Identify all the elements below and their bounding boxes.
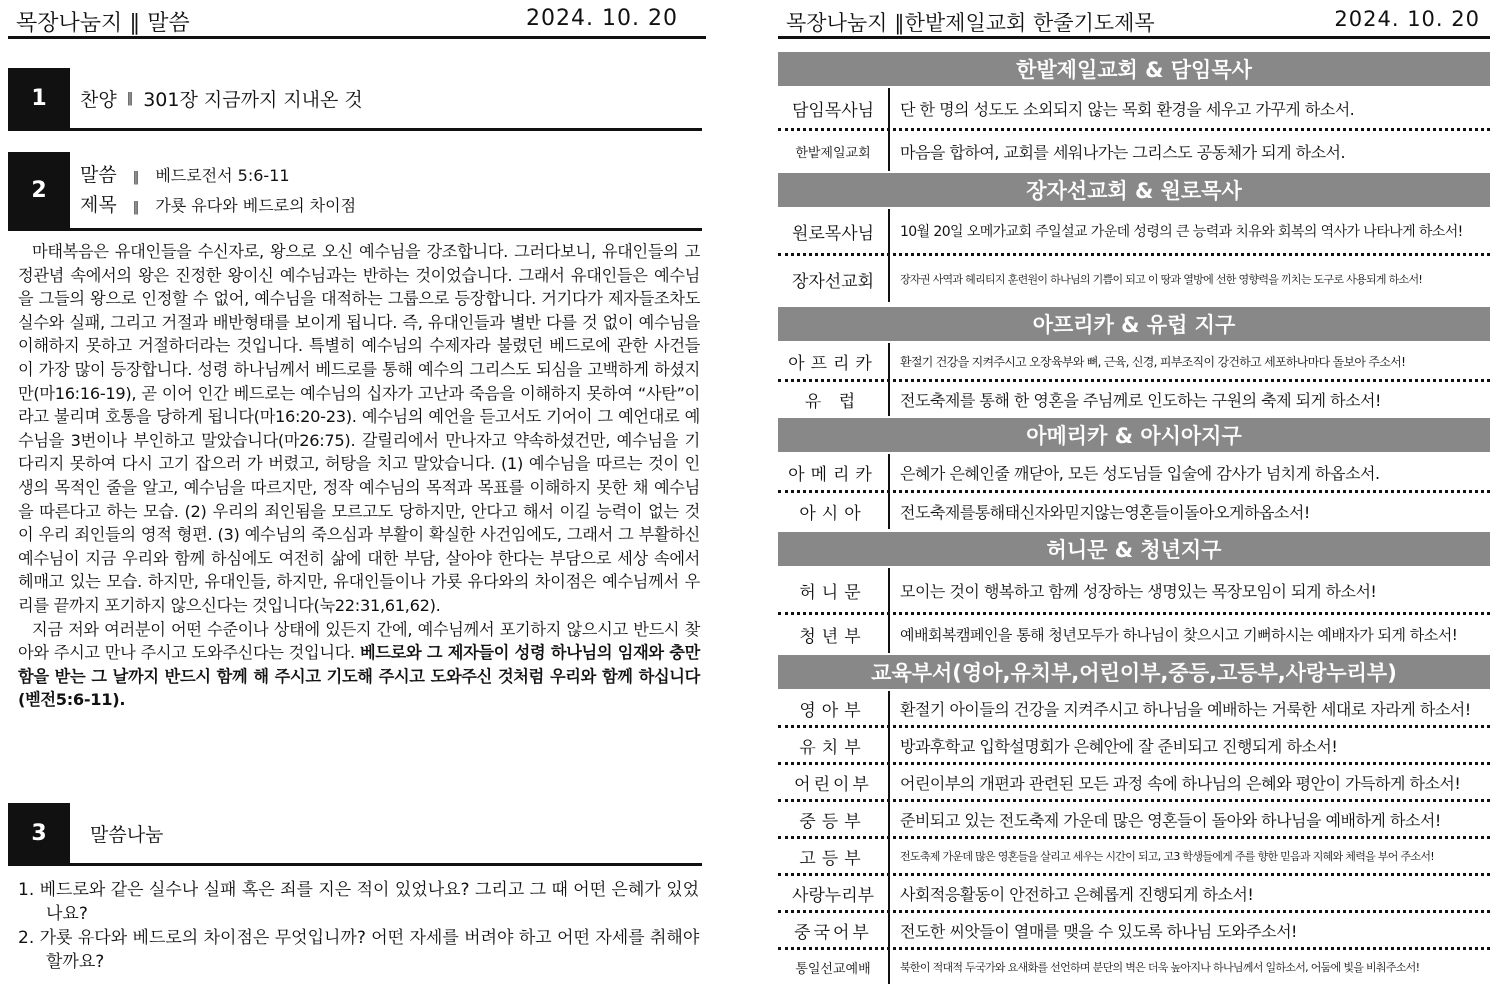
- prayer-row: [778, 728, 1490, 765]
- question-item: 2. 가룟 유다와 베드로의 차이점은 무엇입니까? 어떤 자세를 버려야 하고 어떤 자세를 취해야 할까요?: [18, 928, 700, 972]
- group-title: 아프리카 & 유럽 지구: [778, 307, 1490, 341]
- left-header-title: 목장나눔지 ∥ 말씀: [16, 11, 190, 36]
- prayer-text: 마음을 합하여, 교회를 세워나가는 그리스도 공동체가 되게 하소서.: [900, 142, 1346, 162]
- section-number: 3: [8, 803, 70, 863]
- right-header-title: 목장나눔지 ∥한밭제일교회 한줄기도제목: [786, 11, 1155, 35]
- prayer-target: 통일선교예배: [778, 950, 890, 984]
- group-title: 허니문 & 청년지구: [778, 532, 1490, 566]
- separator: ‖: [132, 200, 140, 215]
- group-title: 아메리카 & 아시아지구: [778, 418, 1490, 452]
- prayer-text: 북한이 적대적 두국가와 요새화를 선언하며 분단의 벽은 더욱 높아지나 하나님께서 일하소서, 어둠에 빛을 비춰주소서!: [900, 961, 1420, 974]
- separator: ‖: [132, 170, 140, 185]
- prayer-text: 예배회복캠페인을 통해 청년모두가 하나님이 찾으시고 기뻐하시는 예배자가 되게 하소서!: [900, 625, 1458, 644]
- separator: ‖: [126, 90, 134, 106]
- prayer-row: [778, 88, 1490, 131]
- section-sharing: [8, 803, 702, 866]
- prayer-target: 중등부: [778, 802, 890, 836]
- prayer-target: 어린이부: [778, 765, 890, 799]
- left-header-date: 2024. 10. 20: [526, 6, 678, 31]
- prayer-row: [778, 382, 1490, 416]
- prayer-page: [778, 0, 1490, 995]
- prayer-target: 중국어부: [778, 913, 890, 947]
- prayer-row: [778, 913, 1490, 950]
- prayer-row: [778, 950, 1490, 984]
- section-number: 1: [8, 68, 70, 128]
- prayer-row: [778, 765, 1490, 802]
- prayer-text: 10월 20일 오메가교회 주일설교 가운데 성령의 큰 능력과 치유와 회복의 역사가 나타나게 하소서!: [900, 224, 1463, 240]
- prayer-target: 원로목사님: [778, 209, 890, 253]
- prayer-row: [778, 209, 1490, 256]
- prayer-target: 담임목사님: [778, 88, 890, 128]
- prayer-target: 영아부: [778, 691, 890, 725]
- prayer-target: 아시아: [778, 493, 890, 529]
- prayer-text: 장자권 사역과 헤리티지 훈련원이 하나님의 기쁨이 되고 이 땅과 열방에 선한 영향력을 끼치는 도구로 사용되게 하소서!: [900, 273, 1423, 286]
- prayer-row: [778, 691, 1490, 728]
- sermon-page: [8, 0, 706, 995]
- prayer-row: [778, 568, 1490, 615]
- sermon-title: 가룟 유다와 베드로의 차이점: [155, 196, 357, 215]
- prayer-text: 전도한 씨앗들이 열매를 맺을 수 있도록 하나님 도와주소서!: [900, 921, 1297, 941]
- prayer-text: 환절기 건강을 지켜주시고 오장육부와 뼈, 근육, 신경, 피부조직이 강건하고 세포하나마다 돌보아 주소서!: [900, 354, 1406, 369]
- prayer-target: 한밭제일교회: [778, 131, 890, 171]
- prayer-row: [778, 839, 1490, 876]
- prayer-target: 유 럽: [778, 382, 890, 416]
- sermon-paragraph: 마태복음은 유대인들을 수신자로, 왕으로 오신 예수님을 강조합니다. 그러다보니, 유대인들의 고정관념 속에서의 왕은 진정한 왕이신 예수님과는 반하는 것이었습니다. 그래서 유대인들은 예수님을 그들의 왕으로 인정할 수 없어, 예수님을 대적하는 그룹으로 등장합니다. 거기다가 제자들조차도 실수와 실패, 그리고 거절과 배반형태를 보이게 됩니다. 즉, 유대인들과 별반 다를 것 없이 예수님을 이해하지 못하고 거절하더라는 것입니다. 특별히 예수님의 수제자라 불렸던 베드로에 관한 사건들이 가장 많이 등장합니다. 성령 하나님께서 베드로를 통해 예수의 그리스도 되심을 고백하게 하셨지만(마16:16-19), 곧 이어 인간 베드로는 예수님의 십자가 고난과 죽음을 이해하지 못하여 “사탄”이라고 불리며 호통을 당하게 됩니다(마16:20-23). 예수님의 예언을 듣고서도 기어이 그 예언대로 예수님을 3번이나 부인하고 말았습니다(마26:75). 갈릴리에서 만나자고 약속하셨건만, 예수님을 기다리지 못하여 다시 고기 잡으러 가 버렸고, 허탕을 치고 말았습니다. (1) 예수님을 따르는 것이 인생의 목적인 줄을 알고, 예수님을 따르지만, 정작 예수님의 목적과 목표를 이해하지 못한 채 예수님을 따른다고 하는 모습. (2) 우리의 죄인됨을 모르고도 당하지만, 안다고 해서 이길 능력이 없는 것이 우리 죄인들의 영적 형편. (3) 예수님의 죽으심과 부활이 확실한 사건임에도, 그래서 그 부활하신 예수님이 지금 우리와 함께 하심에도 여전히 삶에 대한 부담, 살아야 한다는 부담으로 세상 속에서 헤매고 있는 모습. 하지만, 유대인들, 하지만, 유대인들이나 가룟 유다와의 차이점은 예수님께서 우리를 끝까지 포기하지 않으신다는 것입니다(눅22:31,61,62).: [18, 242, 700, 615]
- scripture-ref: 베드로전서 5:6-11: [155, 166, 290, 185]
- left-header: [8, 4, 706, 39]
- right-header: [778, 4, 1490, 39]
- question-item: 1. 베드로와 같은 실수나 실패 혹은 죄를 지은 적이 있었나요? 그리고 그 때 어떤 은혜가 있었나요?: [18, 880, 700, 924]
- sermon-bold-text: 베드로와 그 제자들이 성령 하나님의 임재와 충만함을 받는 그 날까지 반드시 함께 해 주시고 기도해 주시고 도와주신 것처럼 우리와 함께 하십니다(벧전5:6-11).: [18, 643, 700, 710]
- prayer-row: [778, 615, 1490, 653]
- hymn-text: 301장 지금까지 지내온 것: [143, 88, 363, 111]
- prayer-target: 고등부: [778, 839, 890, 873]
- prayer-text: 준비되고 있는 전도축제 가운데 많은 영혼들이 돌아와 하나님을 예배하게 하소서!: [900, 810, 1441, 830]
- prayer-row: [778, 802, 1490, 839]
- section-word: [8, 152, 702, 231]
- prayer-target: 유치부: [778, 728, 890, 762]
- prayer-text: 전도축제를통해태신자와믿지않는영혼들이돌아오게하옵소서!: [900, 502, 1310, 522]
- prayer-target: 아프리카: [778, 343, 890, 379]
- prayer-row: [778, 343, 1490, 382]
- sharing-label: 말씀나눔: [90, 823, 164, 846]
- group-title: 교육부서(영아,유치부,어린이부,중등,고등부,사랑누리부): [778, 655, 1490, 689]
- section-hymn: [8, 68, 702, 131]
- prayer-text: 은혜가 은혜인줄 깨닫아, 모든 성도님들 입술에 감사가 넘치게 하옵소서.: [900, 463, 1380, 483]
- sermon-body: [18, 240, 700, 712]
- prayer-row: [778, 256, 1490, 302]
- prayer-row: [778, 493, 1490, 529]
- prayer-text: 사회적응활동이 안전하고 은혜롭게 진행되게 하소서!: [900, 884, 1254, 904]
- prayer-row: [778, 454, 1490, 493]
- prayer-text: 환절기 아이들의 건강을 지켜주시고 하나님을 예배하는 거룩한 세대로 자라게 하소서!: [900, 699, 1471, 719]
- prayer-text: 전도축제 가운데 많은 영혼들을 살리고 세우는 시간이 되고, 고3 학생들에게 주를 향한 믿음과 지혜와 체력을 부어 주소서!: [900, 850, 1434, 863]
- prayer-row: [778, 131, 1490, 171]
- word-label: 말씀: [80, 164, 117, 186]
- prayer-text: 어린이부의 개편과 관련된 모든 과정 속에 하나님의 은혜와 평안이 가득하게 하소서!: [900, 773, 1461, 793]
- prayer-text: 모이는 것이 행복하고 함께 성장하는 생명있는 목장모임이 되게 하소서!: [900, 581, 1377, 601]
- group-title: 한밭제일교회 & 담임목사: [778, 52, 1490, 86]
- section-number: 2: [8, 152, 70, 228]
- sermon-paragraph: 지금 저와 여러분이 어떤 수준이나 상태에 있든지 간에, 예수님께서 포기하지 않으시고 반드시 찾아와 주시고 만나 주시고 도와주신다는 것입니다. 베드로와 그 제자들이 성령 하나님의 임재와 충만함을 받는 그 날까지 반드시 함께 해 주시고 기도해 주시고 도와주신 것처럼 우리와 함께 하십니다(벧전5:6-11).: [18, 619, 700, 710]
- prayer-target: 사랑누리부: [778, 876, 890, 910]
- group-title: 장자선교회 & 원로목사: [778, 173, 1490, 207]
- right-header-date: 2024. 10. 20: [1334, 7, 1480, 31]
- question-list: [18, 878, 702, 974]
- prayer-target: 아메리카: [778, 454, 890, 490]
- prayer-text: 전도축제를 통해 한 영혼을 주님께로 인도하는 구원의 축제 되게 하소서!: [900, 390, 1381, 410]
- hymn-label: 찬양: [80, 88, 117, 111]
- prayer-text: 방과후학교 입학설명회가 은혜안에 잘 준비되고 진행되게 하소서!: [900, 736, 1338, 756]
- prayer-row: [778, 876, 1490, 913]
- prayer-text: 단 한 명의 성도도 소외되지 않는 목회 환경을 세우고 가꾸게 하소서.: [900, 99, 1355, 119]
- prayer-target: 청년부: [778, 615, 890, 653]
- title-label: 제목: [80, 194, 117, 216]
- prayer-target: 장자선교회: [778, 256, 890, 302]
- prayer-target: 허니문: [778, 568, 890, 612]
